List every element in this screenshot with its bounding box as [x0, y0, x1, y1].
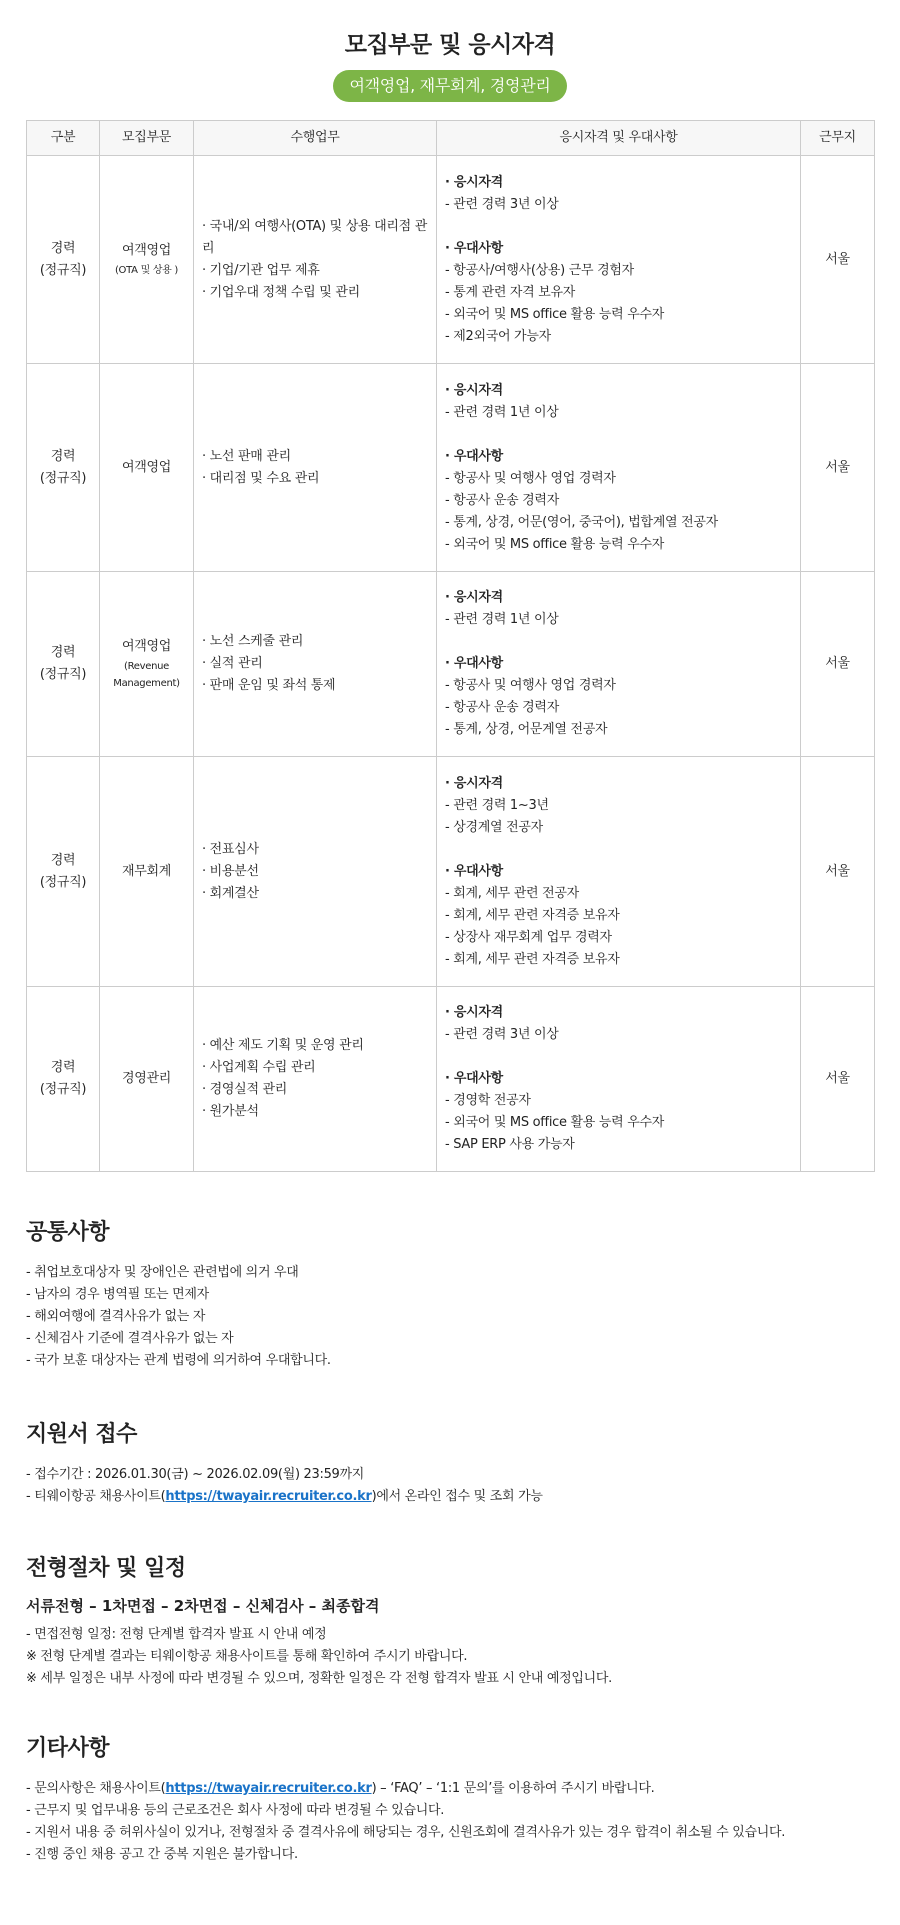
dept-cell [100, 156, 194, 364]
duty-item: · 비용분선 [202, 863, 259, 879]
list-item: ※ 세부 일정은 내부 사정에 따라 변경될 수 있으며, 정확한 일정은 각 전형 합격자 발표 시 안내 예정입니다. [26, 1671, 612, 1686]
preference-item: - 상장사 재무회계 업무 경력자 [445, 929, 612, 945]
location-cell: 서울 [801, 572, 875, 757]
preference-item: - 외국어 및 MS office 활용 능력 우수자 [445, 1115, 664, 1130]
type-sub-label: (정규직) [39, 1082, 87, 1097]
list-item: - 국가 보훈 대상자는 관계 법령에 의거하여 우대합니다. [26, 1353, 331, 1368]
qualification-heading: · 응시자격 [445, 1005, 503, 1020]
location-cell: 서울 [801, 757, 875, 987]
duty-item: · 기업우대 정책 수립 및 관리 [202, 284, 360, 300]
spacer [445, 631, 794, 653]
apply-site [26, 1486, 874, 1508]
table-header-row [27, 121, 875, 156]
apply-site-suffix: )에서 온라인 접수 및 조회 가능 [371, 1489, 543, 1504]
preference-heading: · 우대사항 [445, 240, 503, 256]
duties-cell [194, 364, 437, 572]
qualification-heading: · 응시자격 [445, 590, 503, 605]
qualification-item: - 관련 경력 1~3년 [445, 797, 549, 813]
type-sub-label: (정규직) [39, 667, 87, 682]
preference-item: - 제2외국어 가능자 [445, 328, 551, 344]
duty-item: · 사업계획 수립 관리 [202, 1060, 316, 1075]
duties-cell [194, 757, 437, 987]
apply-section [26, 1420, 874, 1508]
dept-cell [100, 364, 194, 572]
employment-type-cell [27, 572, 100, 757]
etc-inquiry [26, 1778, 874, 1800]
etc-list [26, 1778, 874, 1866]
list-item: - 신체검사 기준에 결격사유가 없는 자 [26, 1331, 234, 1346]
category-pill: 여객영업, 재무회계, 경영관리 [333, 70, 566, 102]
dept-label: 여객영업 [121, 639, 172, 654]
header-dept: 모집부문 [100, 121, 194, 156]
duty-item: · 국내/외 여행사(OTA) 및 상용 대리점 관리 [202, 218, 427, 256]
preference-heading: · 우대사항 [445, 1071, 503, 1086]
duty-item: · 예산 제도 기획 및 운영 관리 [202, 1038, 364, 1053]
list-item: - 남자의 경우 병역필 또는 면제자 [26, 1287, 209, 1302]
preference-item: - 경영학 전공자 [445, 1093, 531, 1108]
process-list [26, 1624, 874, 1690]
list-item: - 면접전형 일정: 전형 단계별 합격자 발표 시 안내 예정 [26, 1627, 327, 1642]
location-cell: 서울 [801, 364, 875, 572]
process-title: 전형절차 및 일정 [26, 1556, 186, 1581]
table-row [27, 572, 875, 757]
qualifications-cell [437, 364, 801, 572]
duty-item: · 노선 판매 관리 [202, 448, 291, 464]
duty-item: · 회계결산 [202, 885, 259, 901]
duties-cell [194, 987, 437, 1172]
dept-sub-label: (Revenue Management) [113, 661, 180, 689]
qualification-heading: · 응시자격 [445, 174, 503, 190]
apply-period: - 접수기간 : 2026.01.30(금) ~ 2026.02.09(월) 23:59까지 [26, 1467, 365, 1482]
etc-section [26, 1734, 874, 1866]
duty-item: · 기업/기관 업무 제휴 [202, 262, 320, 278]
category-pill-wrap [26, 70, 874, 102]
header-location: 근무지 [801, 121, 875, 156]
dept-label: 여객영업 [121, 243, 172, 258]
type-sub-label: (정규직) [39, 262, 87, 278]
inquiry-site-link[interactable]: https://twayair.recruiter.co.kr [165, 1781, 372, 1796]
etc-title: 기타사항 [26, 1736, 110, 1761]
duty-item: · 전표심사 [202, 841, 259, 857]
process-section [26, 1554, 874, 1690]
table-row [27, 364, 875, 572]
list-item: - 근무지 및 업무내용 등의 근로조건은 회사 사정에 따라 변경될 수 있습니다. [26, 1803, 445, 1818]
duty-item: · 대리점 및 수요 관리 [202, 470, 320, 486]
spacer [445, 216, 794, 238]
location-cell: 서울 [801, 156, 875, 364]
dept-label: 재무회계 [121, 863, 172, 879]
table-row [27, 757, 875, 987]
duty-item: · 실적 관리 [202, 656, 263, 671]
type-sub-label: (정규직) [39, 874, 87, 890]
duty-item: · 경영실적 관리 [202, 1082, 288, 1097]
employment-type-cell [27, 757, 100, 987]
qualifications-cell [437, 572, 801, 757]
employment-type-cell [27, 987, 100, 1172]
type-label: 경력 [50, 852, 76, 868]
preference-item: - 회계, 세무 관련 자격증 보유자 [445, 951, 620, 967]
employment-type-cell [27, 364, 100, 572]
spacer [445, 839, 794, 861]
dept-label: 경영관리 [121, 1071, 172, 1086]
etc-inquiry-prefix: - 문의사항은 채용사이트( [26, 1781, 166, 1796]
header-qualifications: 응시자격 및 우대사항 [437, 121, 801, 156]
qualifications-cell [437, 987, 801, 1172]
qualification-heading: · 응시자격 [445, 775, 503, 791]
list-item: - 해외여행에 결격사유가 없는 자 [26, 1309, 206, 1324]
common-title: 공통사항 [26, 1220, 110, 1245]
recruit-site-link[interactable]: https://twayair.recruiter.co.kr [165, 1489, 372, 1504]
dept-cell [100, 757, 194, 987]
qualifications-cell [437, 757, 801, 987]
apply-site-prefix: - 티웨이항공 채용사이트( [26, 1489, 166, 1504]
dept-cell [100, 987, 194, 1172]
table-row [27, 156, 875, 364]
preference-heading: · 우대사항 [445, 656, 503, 671]
preference-item: - 항공사 및 여행사 영업 경력자 [445, 470, 616, 486]
apply-list [26, 1464, 874, 1508]
recruitment-table [26, 120, 875, 1172]
spacer [445, 1046, 794, 1068]
common-list [26, 1262, 874, 1372]
preference-heading: · 우대사항 [445, 448, 503, 464]
qualification-heading: · 응시자격 [445, 382, 503, 398]
apply-title: 지원서 접수 [26, 1422, 137, 1447]
preference-item: - 통계, 상경, 어문(영어, 중국어), 법합계열 전공자 [445, 514, 718, 530]
qualification-item: - 관련 경력 1년 이상 [445, 404, 559, 420]
duties-cell [194, 572, 437, 757]
type-label: 경력 [50, 645, 76, 660]
type-label: 경력 [50, 240, 76, 256]
list-item: - 지원서 내용 중 허위사실이 있거나, 전형절차 중 결격사유에 해당되는 경우, 신원조회에 결격사유가 있는 경우 합격이 취소될 수 있습니다. [26, 1825, 786, 1840]
spacer [445, 424, 794, 446]
list-item: - 진행 중인 채용 공고 간 중복 지원은 불가합니다. [26, 1847, 298, 1862]
duty-item: · 원가분석 [202, 1104, 259, 1119]
type-label: 경력 [50, 448, 76, 464]
preference-item: - 통계 관련 자격 보유자 [445, 284, 576, 300]
table-row [27, 987, 875, 1172]
qualification-item: - 관련 경력 1년 이상 [445, 612, 559, 627]
page-title: 모집부문 및 응시자격 [344, 32, 556, 58]
preference-item: - 통계, 상경, 어문계열 전공자 [445, 722, 608, 737]
preference-item: - 회계, 세무 관련 자격증 보유자 [445, 907, 620, 923]
employment-type-cell [27, 156, 100, 364]
preference-item: - 외국어 및 MS office 활용 능력 우수자 [445, 536, 664, 552]
common-section [26, 1218, 874, 1372]
preference-item: - 항공사 운송 경력자 [445, 700, 559, 715]
list-item: ※ 전형 단계별 결과는 티웨이항공 채용사이트를 통해 확인하여 주시기 바랍니다. [26, 1649, 468, 1664]
etc-inquiry-suffix: ) – ‘FAQ’ – ‘1:1 문의’를 이용하여 주시기 바랍니다. [371, 1781, 655, 1796]
preference-item: - 회계, 세무 관련 전공자 [445, 885, 579, 901]
qualification-item: - 관련 경력 3년 이상 [445, 1027, 559, 1042]
duties-cell [194, 156, 437, 364]
preference-heading: · 우대사항 [445, 863, 503, 879]
process-steps: 서류전형 – 1차면접 – 2차면접 – 신체검사 – 최종합격 [26, 1597, 380, 1615]
list-item: - 취업보호대상자 및 장애인은 관련법에 의거 우대 [26, 1265, 299, 1280]
dept-label: 여객영업 [121, 459, 172, 475]
preference-item: - SAP ERP 사용 가능자 [445, 1137, 575, 1152]
qualification-item: - 관련 경력 3년 이상 [445, 196, 559, 212]
preference-item: - 외국어 및 MS office 활용 능력 우수자 [445, 306, 664, 322]
qualification-item: - 상경계열 전공자 [445, 819, 543, 835]
type-sub-label: (정규직) [39, 470, 87, 486]
header-type: 구분 [27, 121, 100, 156]
dept-cell [100, 572, 194, 757]
type-label: 경력 [50, 1060, 76, 1075]
preference-item: - 항공사/여행사(상용) 근무 경험자 [445, 262, 634, 278]
preference-item: - 항공사 및 여행사 영업 경력자 [445, 678, 616, 693]
dept-sub-label: (OTA 및 상용 ) [114, 265, 179, 276]
header-duties: 수행업무 [194, 121, 437, 156]
location-cell: 서울 [801, 987, 875, 1172]
duty-item: · 판매 운임 및 좌석 통제 [202, 678, 336, 693]
preference-item: - 항공사 운송 경력자 [445, 492, 559, 508]
duty-item: · 노선 스케줄 관리 [202, 634, 304, 649]
qualifications-cell [437, 156, 801, 364]
